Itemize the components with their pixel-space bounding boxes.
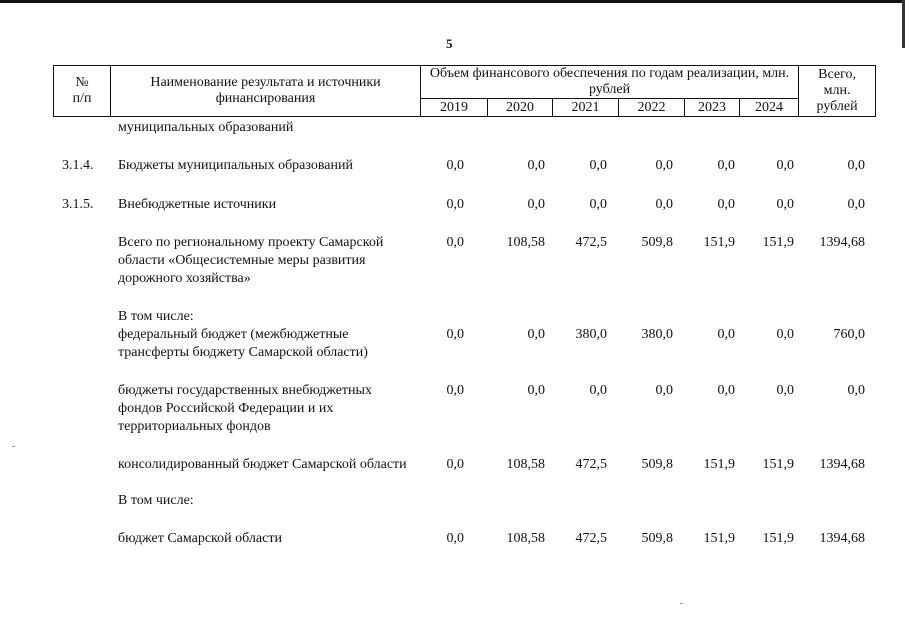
value-2022: 509,8	[641, 531, 673, 546]
value-2021: 0,0	[589, 197, 607, 212]
row-name: бюджеты государственных внебюджетных фондов Российской Федерации и их территориальных фондов	[118, 383, 372, 434]
value-total: 0,0	[847, 383, 865, 398]
value-2024: 0,0	[776, 327, 794, 342]
value-2020: 108,58	[506, 457, 545, 472]
value-2023: 0,0	[717, 383, 735, 398]
row-name: Внебюджетные источники	[118, 197, 277, 212]
row-name: бюджет Самарской области	[118, 531, 282, 546]
header-year: 2019	[421, 99, 488, 117]
table-header	[53, 65, 876, 117]
header-num-col: № п/п	[54, 66, 111, 117]
value-2022: 0,0	[655, 383, 673, 398]
row-name: муниципальных образований	[118, 120, 294, 135]
value-2024: 0,0	[776, 383, 794, 398]
value-2022: 509,8	[641, 457, 673, 472]
value-2024: 151,9	[762, 235, 794, 250]
value-2020: 0,0	[527, 197, 545, 212]
value-2021: 0,0	[589, 383, 607, 398]
value-2020: 0,0	[527, 383, 545, 398]
scan-speck	[680, 603, 683, 604]
value-2019: 0,0	[446, 235, 464, 250]
value-2021: 472,5	[575, 531, 607, 546]
header-year: 2020	[488, 99, 553, 117]
value-2023: 151,9	[703, 531, 735, 546]
value-2021: 472,5	[575, 235, 607, 250]
scan-speck	[12, 446, 15, 447]
value-2019: 0,0	[446, 327, 464, 342]
value-2023: 0,0	[717, 158, 735, 173]
header-year: 2022	[619, 99, 685, 117]
page-number: 5	[446, 36, 453, 51]
value-2019: 0,0	[446, 197, 464, 212]
value-2023: 151,9	[703, 457, 735, 472]
row-number: 3.1.5.	[62, 197, 94, 212]
row-name: В том числе:	[118, 309, 194, 324]
value-2020: 108,58	[506, 235, 545, 250]
top-border-line	[0, 0, 905, 3]
value-total: 0,0	[847, 158, 865, 173]
value-2019: 0,0	[446, 531, 464, 546]
row-name: В том числе:	[118, 493, 194, 508]
value-2022: 380,0	[641, 327, 673, 342]
header-year: 2023	[685, 99, 740, 117]
value-2020: 0,0	[527, 327, 545, 342]
value-2022: 0,0	[655, 158, 673, 173]
value-2024: 0,0	[776, 158, 794, 173]
value-2021: 0,0	[589, 158, 607, 173]
row-name: Бюджеты муниципальных образований	[118, 158, 353, 173]
row-name: федеральный бюджет (межбюджетные трансферты бюджету Самарской области)	[118, 327, 368, 360]
value-2023: 0,0	[717, 327, 735, 342]
value-2022: 0,0	[655, 197, 673, 212]
row-name: консолидированный бюджет Самарской области	[118, 457, 407, 472]
value-total: 0,0	[847, 197, 865, 212]
header-year: 2024	[740, 99, 799, 117]
value-total: 1394,68	[819, 531, 865, 546]
value-2019: 0,0	[446, 158, 464, 173]
value-2024: 0,0	[776, 197, 794, 212]
value-2023: 0,0	[717, 197, 735, 212]
value-2021: 380,0	[575, 327, 607, 342]
value-2024: 151,9	[762, 457, 794, 472]
value-2022: 509,8	[641, 235, 673, 250]
value-2023: 151,9	[703, 235, 735, 250]
value-2020: 108,58	[506, 531, 545, 546]
row-number: 3.1.4.	[62, 158, 94, 173]
value-2024: 151,9	[762, 531, 794, 546]
header-total-col: Всего, млн. рублей	[799, 66, 876, 117]
header-year: 2021	[553, 99, 619, 117]
value-2020: 0,0	[527, 158, 545, 173]
header-name-col: Наименование результата и источники финансирования	[111, 66, 421, 117]
value-2019: 0,0	[446, 457, 464, 472]
value-total: 1394,68	[819, 235, 865, 250]
value-total: 760,0	[833, 327, 865, 342]
value-2019: 0,0	[446, 383, 464, 398]
header-funding-col: Объем финансового обеспечения по годам реализации, млн. рублей	[421, 66, 799, 99]
row-name: Всего по региональному проекту Самарской области «Общесистемные меры развития дорожного хозяйства»	[118, 235, 384, 286]
value-2021: 472,5	[575, 457, 607, 472]
value-total: 1394,68	[819, 457, 865, 472]
